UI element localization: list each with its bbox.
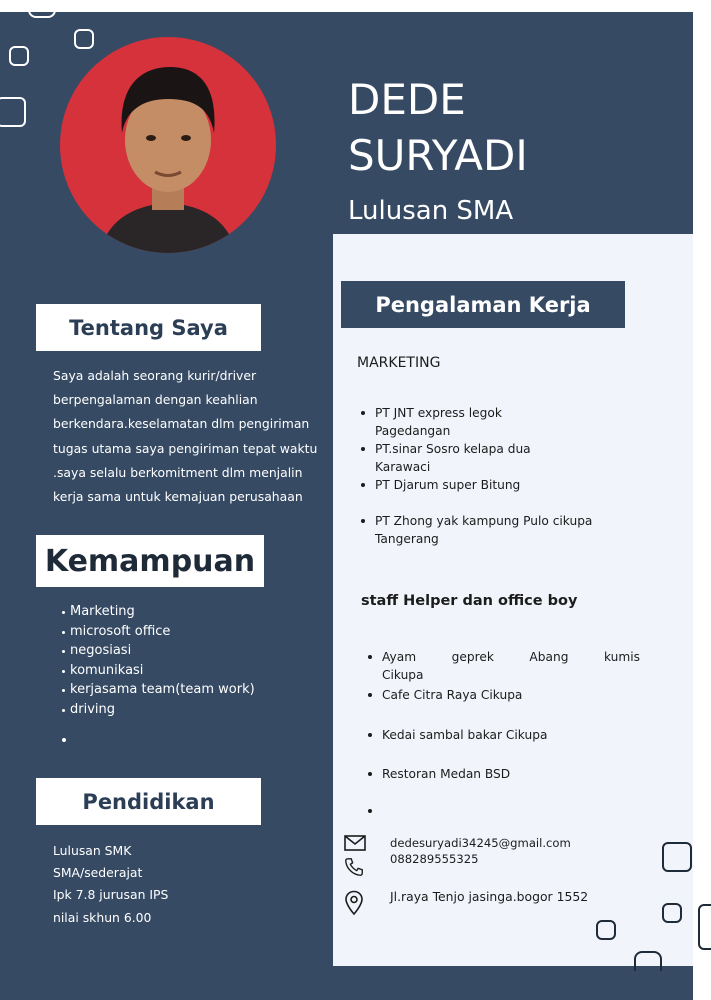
decor-square-icon [0, 97, 26, 127]
education-line: SMA/sederajat [53, 865, 143, 881]
experience-heading: Pengalaman Kerja [341, 281, 625, 328]
decor-square-icon [28, 0, 56, 18]
skill-item: kerjasama team(team work) [60, 680, 255, 700]
email-icon [344, 835, 366, 851]
education-heading: Pendidikan [36, 778, 261, 825]
phone-icon [343, 856, 365, 878]
skill-item: komunikasi [60, 661, 255, 681]
skill-item: microsoft office [60, 622, 255, 642]
job-item: Restoran Medan BSD [365, 765, 622, 783]
education-line: Ipk 7.8 jurusan IPS [53, 887, 169, 903]
education-line: Lulusan SMK [53, 843, 132, 858]
job-item: Ayam geprek Abang kumis Cikupa [365, 648, 640, 684]
profile-photo [60, 37, 276, 253]
job-item: PT Djarum super Bitung [358, 476, 575, 494]
skills-list [60, 602, 255, 719]
job-item: PT.sinar Sosro kelapa dua Karawaci [358, 440, 575, 476]
skill-item: Marketing [60, 602, 255, 622]
job-item: PT JNT express legok Pagedangan [358, 404, 565, 440]
job-title-helper: staff Helper dan office boy [361, 593, 578, 609]
empty-bullet [368, 809, 372, 813]
empty-bullet [62, 738, 66, 742]
decor-square-icon [634, 951, 662, 971]
about-text: Saya adalah seorang kurir/driver berpengalaman dengan keahlian berkendara.keselamatan dlm pengiriman tugas utama saya pengiriman tepat waktu .saya selalu berkomitment dlm menjalin kerja sama untuk kemajuan perusahaan [53, 368, 318, 505]
job-item: Kedai sambal bakar Cikupa [365, 726, 622, 744]
last-name: SURYADI [348, 131, 528, 180]
education-line: nilai skhun 6.00 [53, 909, 152, 925]
location-pin-icon [344, 890, 364, 916]
first-name: DEDE [348, 75, 466, 124]
decor-square-icon [662, 903, 682, 923]
decor-square-icon [596, 920, 616, 940]
decor-square-icon [9, 46, 29, 66]
job-title-marketing: MARKETING [357, 355, 441, 371]
education-list [53, 840, 168, 929]
contact-phone[interactable]: 088289555325 [390, 852, 479, 866]
decor-square-icon [662, 842, 692, 872]
about-heading: Tentang Saya [36, 304, 261, 351]
bottom-strip [333, 966, 693, 1000]
contact-address: Jl.raya Tenjo jasinga.bogor 1552 [390, 889, 589, 904]
decor-square-icon [698, 904, 711, 950]
applicant-subtitle: Lulusan SMA [348, 196, 514, 226]
skills-heading: Kemampuan [36, 535, 264, 587]
skill-item: negosiasi [60, 641, 255, 661]
person-avatar-icon [60, 37, 276, 253]
applicant-name [348, 72, 528, 184]
job-item: PT Zhong yak kampung Pulo cikupa Tangerang [358, 512, 595, 548]
contact-email[interactable]: dedesuryadi34245@gmail.com [390, 836, 571, 850]
decor-square-icon [74, 29, 94, 49]
skill-item: driving [60, 700, 255, 720]
job-item: Cafe Citra Raya Cikupa [365, 686, 622, 704]
